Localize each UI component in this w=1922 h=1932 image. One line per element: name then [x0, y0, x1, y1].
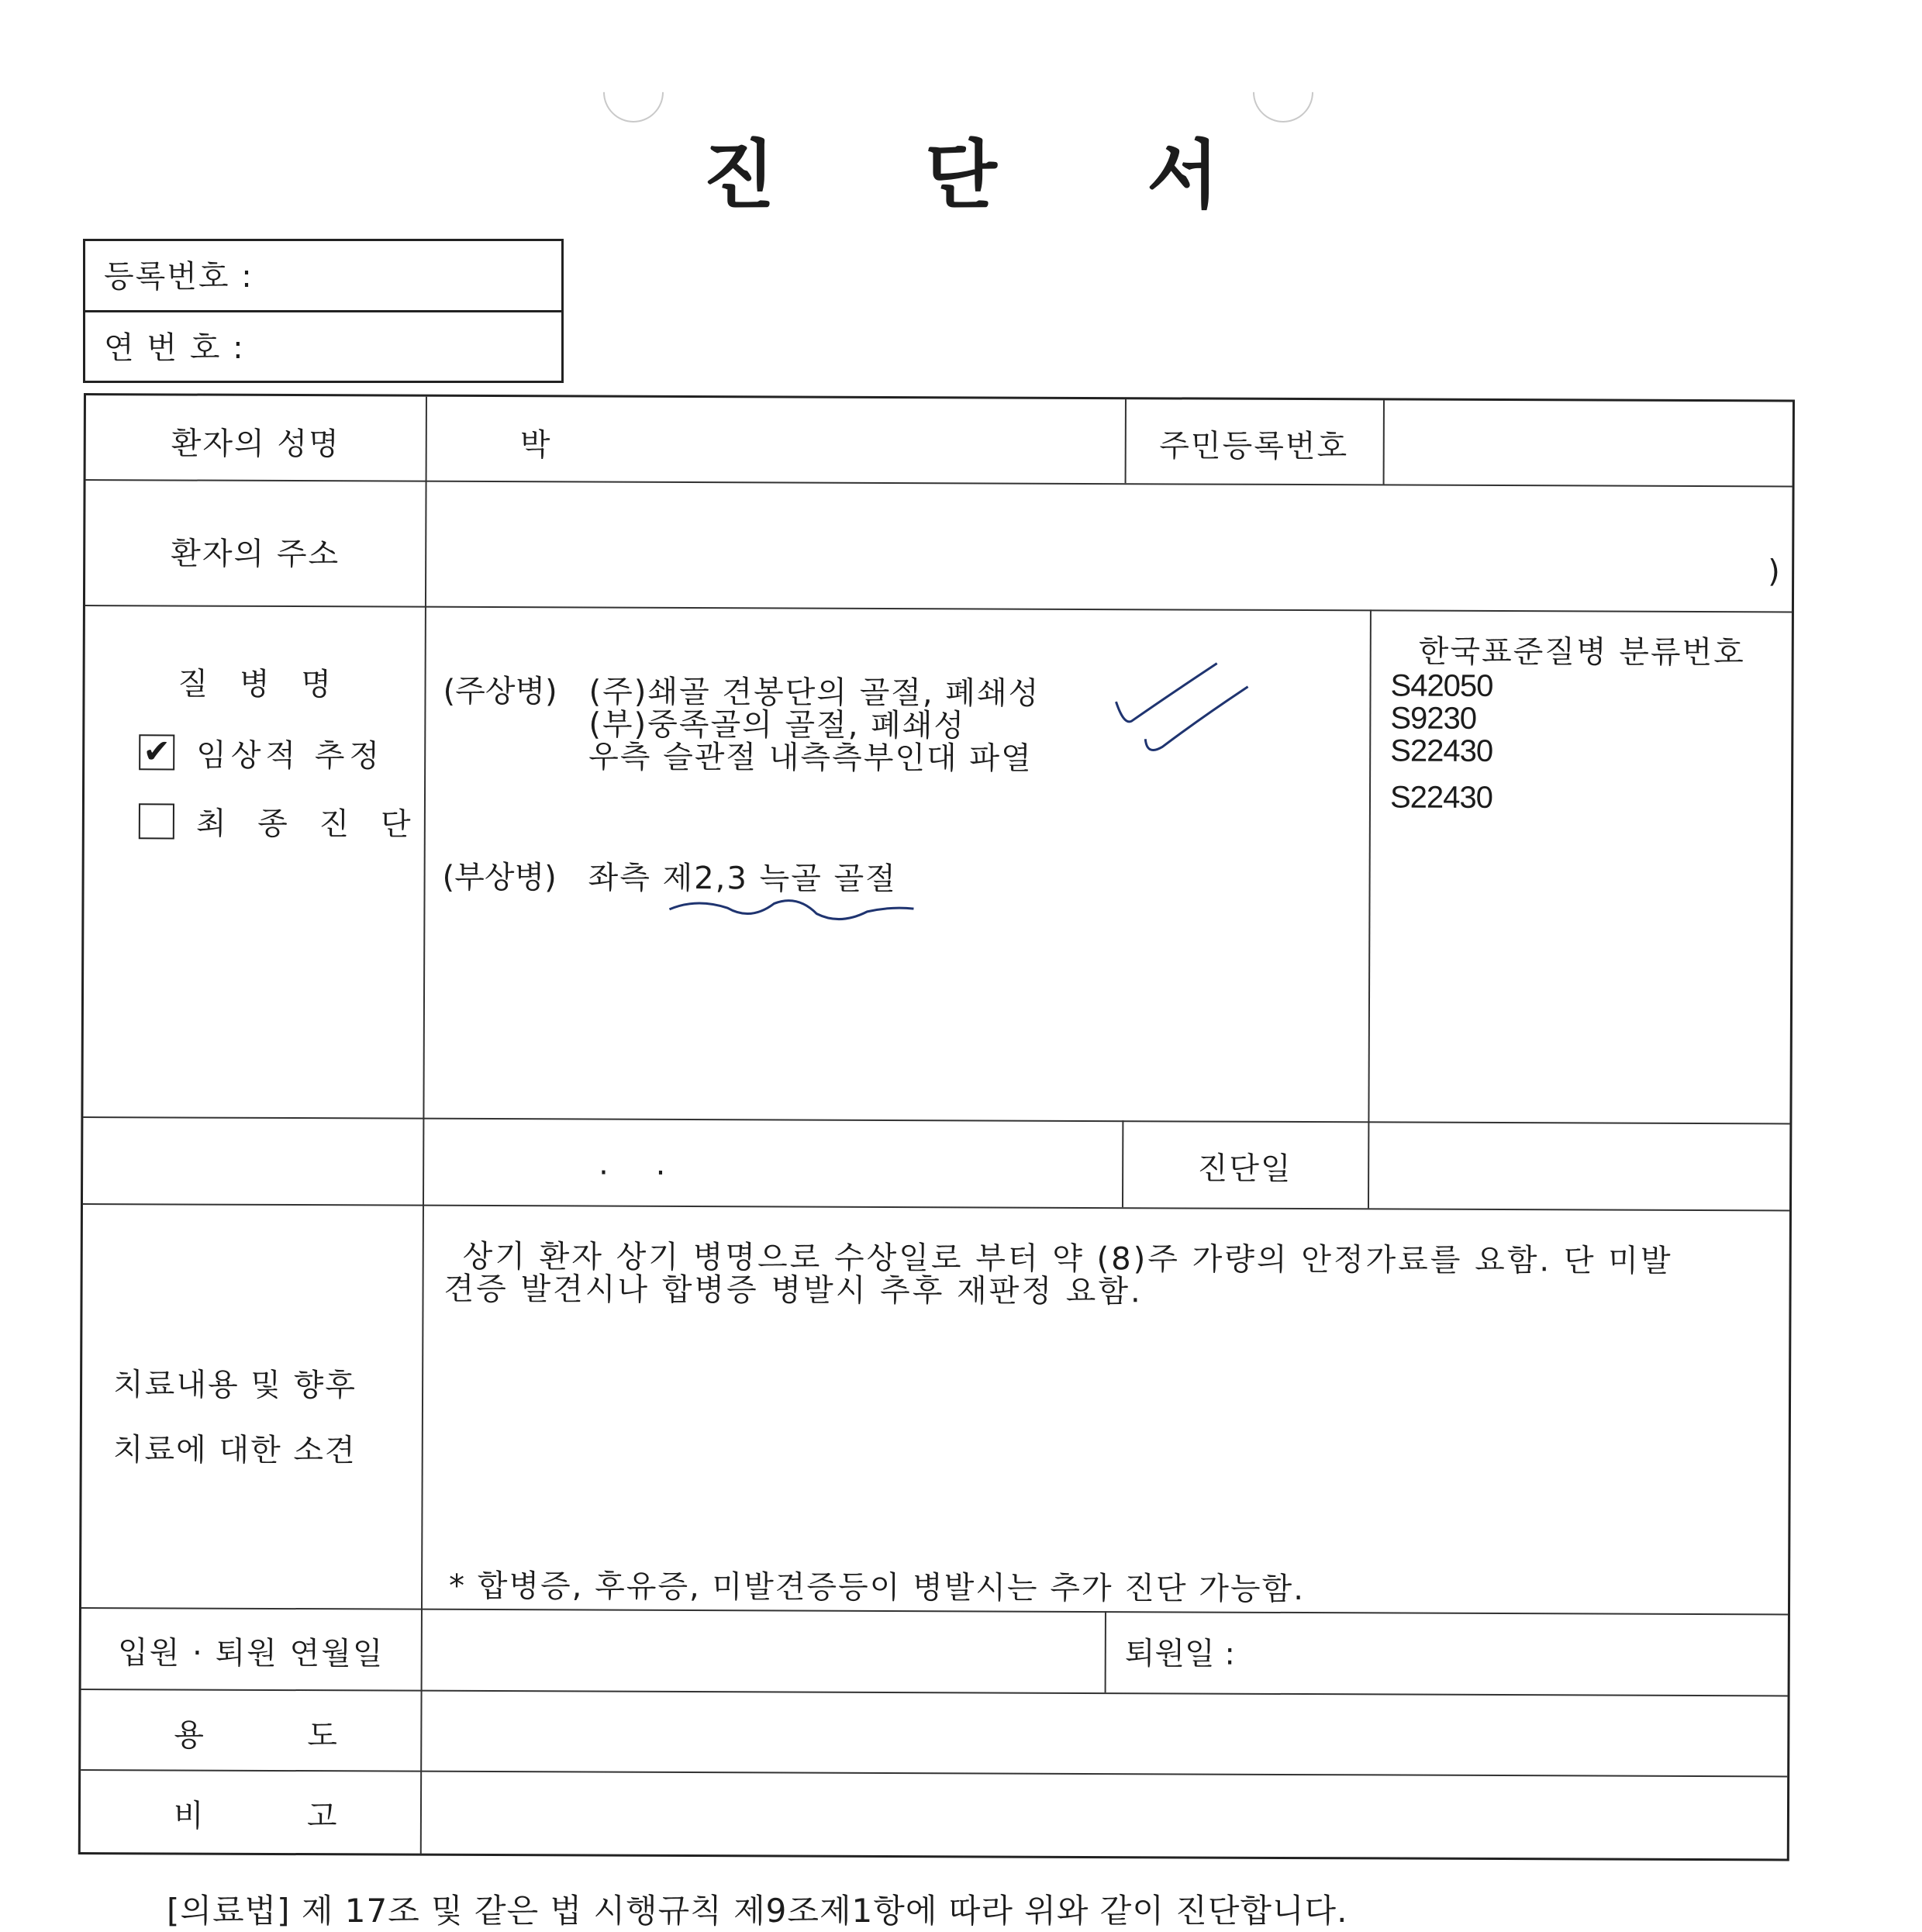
main-diagnosis-line: 우측 슬관절 내측측부인대 파열 [588, 739, 1033, 777]
treatment-opinion-text: 견증 발견시나 합병증 병발시 추후 재판정 요함. [443, 1271, 1143, 1310]
registration-box [83, 239, 564, 383]
title-char: 단 [925, 132, 997, 219]
complication-note: * 합병증, 후유증, 미발견증등이 병발시는 추가 진단 가능함. [449, 1568, 1306, 1608]
treatment-opinion-label-line2: 치료에 대한 소견 [112, 1432, 357, 1469]
kcd-code: S9230 [1390, 701, 1477, 736]
final-diagnosis-checkbox[interactable] [139, 803, 174, 839]
remarks-label-b: 고 [306, 1799, 339, 1835]
treatment-opinion-text: 상기 환자 상기 병명으로 수상일로 부터 약 (8)주 가량의 안정가료를 요함. 단 미발 [462, 1238, 1673, 1279]
sub-diagnosis-label: (부상병) [442, 859, 557, 896]
diagnosis-form-table [78, 393, 1795, 1861]
patient-name-value: 박 [519, 427, 550, 464]
kcd-code: S42050 [1390, 668, 1493, 703]
disease-name-label: 질 병 명 [178, 666, 343, 703]
main-diagnosis-label: (주상병) [443, 673, 557, 710]
patient-address-label: 환자의 주소 [171, 536, 340, 573]
pen-check-marks [1108, 647, 1272, 764]
purpose-label-b: 도 [307, 1718, 340, 1754]
sub-diagnosis-line: 좌측 제2,3 늑골 골절 [588, 860, 897, 898]
discharge-date-label: 퇴원일 : [1124, 1636, 1235, 1672]
date-dots: . . [599, 1146, 685, 1182]
treatment-opinion-label-line1: 치료내용 및 향후 [113, 1367, 357, 1404]
patient-name-label: 환자의 성명 [171, 426, 340, 463]
remarks-label-a: 비 [173, 1798, 205, 1834]
legal-statement: [의료법] 제 17조 및 같은 법 시행규칙 제9조제1항에 따라 위와 같이 진단합니다. [167, 1892, 1348, 1930]
kcd-code: S22430 [1389, 780, 1493, 815]
clinical-estimate-checkbox[interactable]: ✔ [139, 734, 174, 770]
final-diagnosis-label: 최 종 진 단 [195, 806, 422, 843]
registration-number-label: 등록번호 : [85, 241, 561, 312]
kcd-code: S22430 [1390, 733, 1493, 768]
diagnosis-date-label: 진단일 [1197, 1151, 1292, 1187]
admission-discharge-label: 입원 · 퇴원 연월일 [117, 1635, 385, 1672]
pen-underline-squiggle [665, 894, 921, 933]
document-title [0, 116, 1922, 223]
serial-number-label: 연 번 호 : [104, 330, 245, 366]
clinical-estimate-label: 임상적 추정 [196, 737, 385, 775]
resident-number-label: 주민등록번호 [1159, 428, 1349, 465]
kcd-code-label: 한국표준질병 분류번호 [1418, 633, 1745, 671]
purpose-label-a: 용 [174, 1717, 206, 1754]
main-diagnosis-line: (부)중족골의 골절, 폐쇄성 [588, 706, 966, 744]
title-char: 서 [1147, 132, 1220, 219]
main-diagnosis-line: (주)쇄골 견봉단의 골절, 폐쇄성 [588, 674, 1040, 712]
patient-address-value: ) [1768, 554, 1780, 590]
title-char: 진 [702, 132, 775, 219]
